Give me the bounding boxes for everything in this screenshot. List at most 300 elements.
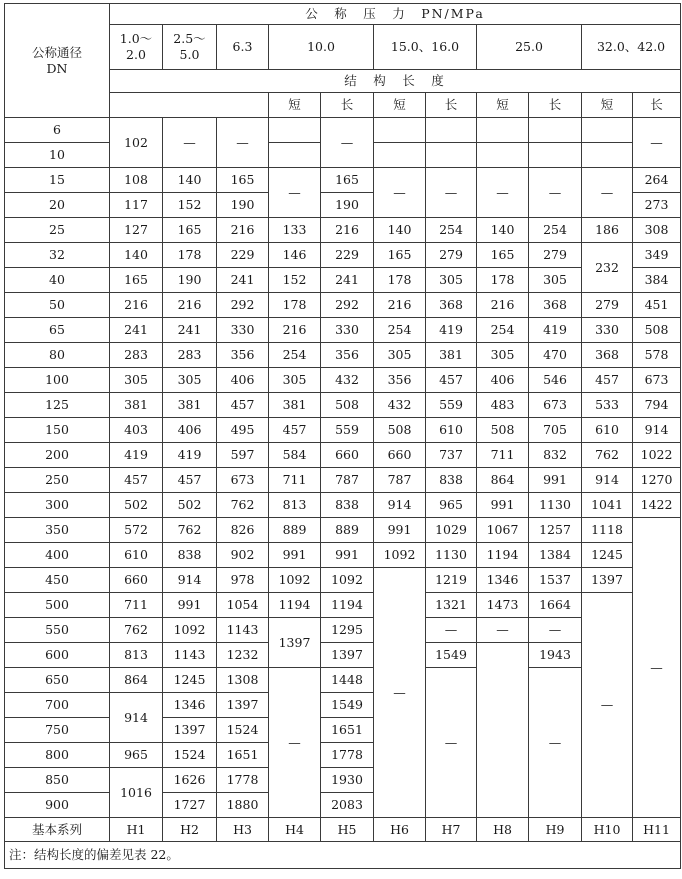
length-cell-h5: 787	[321, 468, 374, 493]
length-cell-h5: 356	[321, 343, 374, 368]
dn-cell: 800	[5, 743, 110, 768]
length-cell-h1: 117	[110, 193, 163, 218]
length-cell-h8: 165	[477, 243, 529, 268]
length-cell-h7: 419	[426, 318, 477, 343]
length-cell-h2: 381	[163, 393, 217, 418]
length-cell-h2: 241	[163, 318, 217, 343]
length-cell-h4: 152	[269, 268, 321, 293]
dn-cell: 400	[5, 543, 110, 568]
basis-code-cell: H11	[633, 818, 681, 842]
length-cell-h2: 216	[163, 293, 217, 318]
length-cell-h11: 794	[633, 393, 681, 418]
length-cell-h3: 292	[217, 293, 269, 318]
length-cell-h5: 165	[321, 168, 374, 193]
length-cell-h9: 832	[529, 443, 582, 468]
length-cell-h7: —	[426, 668, 477, 818]
pressure-group-g3	[217, 25, 269, 70]
dn-cell: 150	[5, 418, 110, 443]
length-cell-h6: —	[374, 568, 426, 818]
dn-cell: 900	[5, 793, 110, 818]
dn-cell: 65	[5, 318, 110, 343]
length-cell-h7	[426, 143, 477, 168]
length-cell-h1: 610	[110, 543, 163, 568]
length-cell-h6	[374, 118, 426, 143]
pressure-group-g2	[163, 25, 217, 70]
length-cell-h6: 914	[374, 493, 426, 518]
basis-code-cell: H3	[217, 818, 269, 842]
length-cell-h3: 406	[217, 368, 269, 393]
length-cell-h3: 1651	[217, 743, 269, 768]
length-cell-h2: 178	[163, 243, 217, 268]
length-cell-h8	[477, 118, 529, 143]
length-cell-h3: 241	[217, 268, 269, 293]
length-cell-h3: 495	[217, 418, 269, 443]
length-cell-h6: 508	[374, 418, 426, 443]
length-cell-h9: 1384	[529, 543, 582, 568]
length-cell-h1: 216	[110, 293, 163, 318]
pressure-group-line1: 32.0、42.0	[596, 39, 666, 54]
length-cell-h6: 178	[374, 268, 426, 293]
length-cell-h2: 1727	[163, 793, 217, 818]
length-cell-h8	[477, 643, 529, 818]
length-cell-h8: 216	[477, 293, 529, 318]
dn-cell: 550	[5, 618, 110, 643]
length-cell-h11: —	[633, 518, 681, 818]
length-cell-h7: 1321	[426, 593, 477, 618]
length-cell-h7: 381	[426, 343, 477, 368]
length-cell-h4: 254	[269, 343, 321, 368]
length-cell-h2: 838	[163, 543, 217, 568]
dn-cell: 100	[5, 368, 110, 393]
length-cell-h8: 508	[477, 418, 529, 443]
length-cell-h7: —	[426, 618, 477, 643]
length-cell-h1: 813	[110, 643, 163, 668]
length-cell-h3: 826	[217, 518, 269, 543]
short-long-label: 短	[477, 93, 529, 118]
length-cell-h3: 1397	[217, 693, 269, 718]
dn-cell: 200	[5, 443, 110, 468]
dn-cell: 300	[5, 493, 110, 518]
length-cell-h5: 559	[321, 418, 374, 443]
length-cell-h10: 186	[582, 218, 633, 243]
length-cell-h9: —	[529, 668, 582, 818]
length-cell-h3: 762	[217, 493, 269, 518]
table-row	[5, 518, 681, 543]
short-long-label: 长	[321, 93, 374, 118]
length-cell-h6	[374, 143, 426, 168]
dn-cell: 700	[5, 693, 110, 718]
length-cell-h9: 1257	[529, 518, 582, 543]
length-cell-h5: 1549	[321, 693, 374, 718]
length-cell-h2: 283	[163, 343, 217, 368]
length-cell-h8: 483	[477, 393, 529, 418]
length-cell-h11: 451	[633, 293, 681, 318]
basis-code-cell: H2	[163, 818, 217, 842]
pressure-group-line1: 10.0	[307, 39, 335, 54]
length-cell-h2: 457	[163, 468, 217, 493]
length-cell-h2: 914	[163, 568, 217, 593]
table-row	[5, 618, 681, 643]
length-cell-h3: 978	[217, 568, 269, 593]
length-cell-h9	[529, 118, 582, 143]
length-cell-h9: —	[529, 168, 582, 218]
dn-cell: 15	[5, 168, 110, 193]
length-cell-h11: 1022	[633, 443, 681, 468]
length-cell-h3: 229	[217, 243, 269, 268]
table-note: 注：结构长度的偏差见表 22。	[5, 842, 681, 869]
length-cell-h5: 1194	[321, 593, 374, 618]
length-cell-h2: —	[163, 118, 217, 168]
length-cell-h3: 1054	[217, 593, 269, 618]
length-cell-h9: 991	[529, 468, 582, 493]
length-cell-h10: 762	[582, 443, 633, 468]
length-cell-h9: 673	[529, 393, 582, 418]
length-cell-h9: 1664	[529, 593, 582, 618]
length-cell-h10: 1118	[582, 518, 633, 543]
length-cell-h4: 133	[269, 218, 321, 243]
length-cell-h5: 1651	[321, 718, 374, 743]
table-row	[5, 643, 681, 668]
length-cell-h6: 140	[374, 218, 426, 243]
length-cell-h10: —	[582, 168, 633, 218]
length-cell-h1: 305	[110, 368, 163, 393]
dn-cell: 125	[5, 393, 110, 418]
length-cell-h5: 1092	[321, 568, 374, 593]
short-long-label: 长	[529, 93, 582, 118]
length-cell-h3: 1232	[217, 643, 269, 668]
length-cell-h11: 308	[633, 218, 681, 243]
pressure-group-g7	[582, 25, 681, 70]
length-cell-h5: 241	[321, 268, 374, 293]
length-cell-h6: 305	[374, 343, 426, 368]
length-cell-h8: 711	[477, 443, 529, 468]
length-cell-h1: 1016	[110, 768, 163, 818]
length-cell-h9	[529, 143, 582, 168]
dn-cell: 32	[5, 243, 110, 268]
length-cell-h4: 178	[269, 293, 321, 318]
header-row-pressure	[5, 4, 681, 25]
length-cell-h1: 165	[110, 268, 163, 293]
table-row	[5, 493, 681, 518]
basis-code-cell: H9	[529, 818, 582, 842]
length-cell-h1: 108	[110, 168, 163, 193]
short-long-label: 短	[374, 93, 426, 118]
length-cell-h11: 384	[633, 268, 681, 293]
table-row	[5, 543, 681, 568]
length-cell-h4: —	[269, 168, 321, 218]
pressure-group-line2: 5.0	[179, 47, 200, 62]
pressure-group-g6	[477, 25, 582, 70]
dn-header-line1: 公称通径	[31, 44, 82, 60]
length-cell-h1: 660	[110, 568, 163, 593]
dn-cell: 350	[5, 518, 110, 543]
length-cell-h2: 305	[163, 368, 217, 393]
length-cell-h3: 902	[217, 543, 269, 568]
basis-series-row	[5, 818, 681, 842]
length-cell-h5: 229	[321, 243, 374, 268]
table-row	[5, 118, 681, 143]
length-cell-h1: 419	[110, 443, 163, 468]
length-cell-h4: 1194	[269, 593, 321, 618]
length-cell-h6: 660	[374, 443, 426, 468]
short-long-label: 短	[582, 93, 633, 118]
length-cell-h1: 502	[110, 493, 163, 518]
length-cell-h7: —	[426, 168, 477, 218]
dn-cell: 450	[5, 568, 110, 593]
length-cell-h1: 140	[110, 243, 163, 268]
length-cell-h4	[269, 143, 321, 168]
length-cell-h3: —	[217, 118, 269, 168]
length-cell-h2: 502	[163, 493, 217, 518]
length-cell-h1: 864	[110, 668, 163, 693]
length-cell-h6: 356	[374, 368, 426, 393]
length-cell-h1: 283	[110, 343, 163, 368]
length-cell-h10: 1041	[582, 493, 633, 518]
length-cell-h5: 1397	[321, 643, 374, 668]
length-cell-h10: 330	[582, 318, 633, 343]
length-cell-h3: 597	[217, 443, 269, 468]
basis-code-cell: H1	[110, 818, 163, 842]
dn-header-cell	[5, 4, 110, 118]
table-row	[5, 318, 681, 343]
length-cell-h8: 1194	[477, 543, 529, 568]
length-cell-h1: 381	[110, 393, 163, 418]
basis-code-cell: H8	[477, 818, 529, 842]
dn-cell: 850	[5, 768, 110, 793]
dn-cell: 50	[5, 293, 110, 318]
length-cell-h4: 457	[269, 418, 321, 443]
short-long-label: 长	[426, 93, 477, 118]
length-cell-h11: 273	[633, 193, 681, 218]
length-table-container	[4, 3, 680, 869]
length-cell-h5: 216	[321, 218, 374, 243]
basis-code-cell: H5	[321, 818, 374, 842]
length-cell-h11: 914	[633, 418, 681, 443]
length-cell-h10: 914	[582, 468, 633, 493]
table-row	[5, 443, 681, 468]
length-cell-h5: 190	[321, 193, 374, 218]
length-cell-h7: 305	[426, 268, 477, 293]
length-cell-h1: 403	[110, 418, 163, 443]
length-cell-h9: 1943	[529, 643, 582, 668]
length-cell-h10: 1245	[582, 543, 633, 568]
length-cell-h7: 457	[426, 368, 477, 393]
length-cell-h11: 578	[633, 343, 681, 368]
length-cell-h1: 457	[110, 468, 163, 493]
length-cell-h1: 127	[110, 218, 163, 243]
length-cell-h9: 470	[529, 343, 582, 368]
length-cell-h3: 673	[217, 468, 269, 493]
length-cell-h9: 1537	[529, 568, 582, 593]
length-cell-h10	[582, 143, 633, 168]
length-cell-h3: 1524	[217, 718, 269, 743]
length-cell-h5: 330	[321, 318, 374, 343]
blank-header-cell	[110, 93, 269, 118]
basis-code-cell: H6	[374, 818, 426, 842]
length-cell-h8: 305	[477, 343, 529, 368]
length-cell-h8	[477, 143, 529, 168]
dn-cell: 40	[5, 268, 110, 293]
length-cell-h8: 406	[477, 368, 529, 393]
length-cell-h4: 216	[269, 318, 321, 343]
length-cell-h1: 102	[110, 118, 163, 168]
length-cell-h2: 762	[163, 518, 217, 543]
table-row	[5, 668, 681, 693]
length-cell-h6: —	[374, 168, 426, 218]
basis-code-cell: H7	[426, 818, 477, 842]
length-cell-h5: 1930	[321, 768, 374, 793]
dn-cell: 750	[5, 718, 110, 743]
table-row	[5, 368, 681, 393]
table-row	[5, 268, 681, 293]
table-row	[5, 568, 681, 593]
length-cell-h4: 305	[269, 368, 321, 393]
pressure-group-line2: 2.0	[126, 47, 146, 62]
length-cell-h6: 991	[374, 518, 426, 543]
length-cell-h8: 1346	[477, 568, 529, 593]
length-cell-h2: 165	[163, 218, 217, 243]
length-cell-h4: 889	[269, 518, 321, 543]
table-row	[5, 468, 681, 493]
length-cell-h5: 1448	[321, 668, 374, 693]
length-cell-h8: 864	[477, 468, 529, 493]
table-row	[5, 243, 681, 268]
length-cell-h9: 254	[529, 218, 582, 243]
table-row	[5, 343, 681, 368]
length-cell-h5: 838	[321, 493, 374, 518]
length-cell-h7: 1219	[426, 568, 477, 593]
length-cell-h4: 711	[269, 468, 321, 493]
length-cell-h3: 216	[217, 218, 269, 243]
length-cell-h2: 152	[163, 193, 217, 218]
length-cell-h6: 432	[374, 393, 426, 418]
pressure-group-line1: 2.5～	[173, 31, 206, 46]
length-cell-h8: —	[477, 168, 529, 218]
basis-code-cell: H10	[582, 818, 633, 842]
length-cell-h6: 216	[374, 293, 426, 318]
length-cell-h9: 419	[529, 318, 582, 343]
length-cell-h4: 1092	[269, 568, 321, 593]
length-cell-h7: 737	[426, 443, 477, 468]
length-cell-h10: 1397	[582, 568, 633, 593]
length-cell-h10: —	[582, 593, 633, 818]
length-cell-h9: 546	[529, 368, 582, 393]
length-cell-h9: 705	[529, 418, 582, 443]
length-cell-h3: 1778	[217, 768, 269, 793]
length-cell-h2: 419	[163, 443, 217, 468]
length-cell-h3: 165	[217, 168, 269, 193]
length-cell-h2: 1524	[163, 743, 217, 768]
length-cell-h11: 1270	[633, 468, 681, 493]
dn-cell: 650	[5, 668, 110, 693]
length-cell-h7: 838	[426, 468, 477, 493]
length-cell-h4: 381	[269, 393, 321, 418]
length-cell-h1: 711	[110, 593, 163, 618]
pressure-group-line1: 25.0	[515, 39, 543, 54]
length-cell-h2: 140	[163, 168, 217, 193]
short-long-label: 长	[633, 93, 681, 118]
length-cell-h9: 368	[529, 293, 582, 318]
length-cell-h4: 584	[269, 443, 321, 468]
length-cell-h11: 349	[633, 243, 681, 268]
dn-cell: 25	[5, 218, 110, 243]
table-row	[5, 168, 681, 193]
length-cell-h5: 1295	[321, 618, 374, 643]
dn-cell: 500	[5, 593, 110, 618]
length-cell-h7: 254	[426, 218, 477, 243]
length-cell-h6: 165	[374, 243, 426, 268]
length-cell-h2: 1143	[163, 643, 217, 668]
length-cell-h8: 991	[477, 493, 529, 518]
note-row	[5, 842, 681, 869]
dn-cell: 6	[5, 118, 110, 143]
length-cell-h2: 1626	[163, 768, 217, 793]
length-cell-h9: 305	[529, 268, 582, 293]
length-cell-h7: 965	[426, 493, 477, 518]
length-cell-h8: 140	[477, 218, 529, 243]
length-cell-h5: 1778	[321, 743, 374, 768]
table-row	[5, 218, 681, 243]
length-cell-h10: 457	[582, 368, 633, 393]
length-cell-h3: 190	[217, 193, 269, 218]
dn-cell: 600	[5, 643, 110, 668]
length-cell-h5: 432	[321, 368, 374, 393]
length-cell-h7: 279	[426, 243, 477, 268]
length-cell-h11: 508	[633, 318, 681, 343]
length-cell-h8: 178	[477, 268, 529, 293]
length-cell-h7: 1549	[426, 643, 477, 668]
length-cell-h6: 254	[374, 318, 426, 343]
length-cell-h6: 787	[374, 468, 426, 493]
pressure-group-g4	[269, 25, 374, 70]
length-cell-h6: 1092	[374, 543, 426, 568]
structure-length-table	[4, 3, 681, 869]
length-cell-h8: 1067	[477, 518, 529, 543]
length-cell-h11: 673	[633, 368, 681, 393]
pressure-group-g5	[374, 25, 477, 70]
length-cell-h2: 406	[163, 418, 217, 443]
length-cell-h10: 533	[582, 393, 633, 418]
length-cell-h3: 1143	[217, 618, 269, 643]
pressure-group-line1: 1.0～	[119, 31, 153, 46]
length-cell-h3: 1308	[217, 668, 269, 693]
length-cell-h2: 1397	[163, 718, 217, 743]
length-cell-h3: 330	[217, 318, 269, 343]
length-cell-h5: 889	[321, 518, 374, 543]
length-cell-h7: 610	[426, 418, 477, 443]
length-cell-h3: 457	[217, 393, 269, 418]
length-cell-h7: 1130	[426, 543, 477, 568]
length-cell-h11: —	[633, 118, 681, 168]
length-cell-h9: 279	[529, 243, 582, 268]
length-cell-h5: 2083	[321, 793, 374, 818]
length-cell-h5: 991	[321, 543, 374, 568]
length-cell-h9: 1130	[529, 493, 582, 518]
length-cell-h10: 232	[582, 243, 633, 293]
length-cell-h11: 264	[633, 168, 681, 193]
length-cell-h2: 991	[163, 593, 217, 618]
length-cell-h4	[269, 118, 321, 143]
pressure-title: 公 称 压 力 PN/MPa	[110, 4, 681, 25]
length-cell-h4: 813	[269, 493, 321, 518]
dn-cell: 20	[5, 193, 110, 218]
length-cell-h2: 190	[163, 268, 217, 293]
length-cell-h3: 356	[217, 343, 269, 368]
pressure-group-line1: 6.3	[232, 39, 253, 54]
pressure-group-line1: 15.0、16.0	[390, 39, 460, 54]
length-cell-h7	[426, 118, 477, 143]
length-title: 结 构 长 度	[110, 70, 681, 93]
